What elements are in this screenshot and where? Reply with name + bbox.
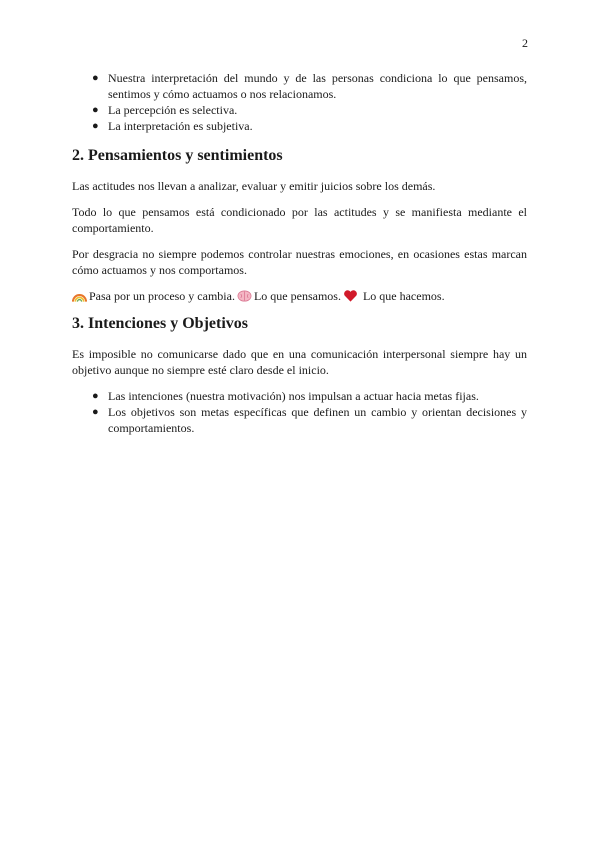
- section-3-paragraph: Es imposible no comunicarse dado que en una comunicación interpersonal siempre hay un objetivo aunque no siempre esté claro desde el inicio.: [72, 347, 527, 377]
- brain-icon: [237, 289, 252, 303]
- heart-icon: [343, 289, 358, 303]
- section-2-heading: 2. Pensamientos y sentimientos: [72, 147, 283, 164]
- list-item: ● La percepción es selectiva.: [92, 103, 238, 117]
- bullet-icon: ●: [92, 406, 99, 418]
- section-3-heading: 3. Intenciones y Objetivos: [72, 315, 248, 332]
- list-item: ● La interpretación es subjetiva.: [92, 119, 253, 133]
- list-item: ● Los objetivos son metas específicas que definen un cambio y orientan decisiones y comportamientos.: [92, 405, 527, 435]
- section-2-paragraph-3: Por desgracia no siempre podemos controlar nuestras emociones, en ocasiones estas marcan cómo actuamos y nos comportamos.: [72, 247, 527, 277]
- list-item: ● Las intenciones (nuestra motivación) nos impulsan a actuar hacia metas fijas.: [92, 389, 479, 403]
- section-2-paragraph-2: Todo lo que pensamos está condicionado por las actitudes y se manifiesta mediante el comportamiento.: [72, 205, 527, 235]
- bullet-icon: ●: [92, 104, 99, 116]
- rainbow-icon: [72, 289, 87, 303]
- document-body: [72, 70, 527, 436]
- section-3: [72, 314, 527, 436]
- emoji-line-text-3: Lo que hacemos.: [359, 289, 445, 303]
- section-2-paragraph-1: Las actitudes nos llevan a analizar, evaluar y emitir juicios sobre los demás.: [72, 179, 436, 193]
- emoji-line-text-2: Lo que pensamos.: [253, 289, 341, 303]
- bullet-icon: ●: [92, 72, 99, 84]
- emoji-line-text-1: Pasa por un proceso y cambia.: [89, 289, 235, 303]
- bullet-icon: ●: [92, 120, 99, 132]
- section-3-bullet-list: [72, 388, 527, 436]
- intro-bullet-list: [72, 70, 527, 134]
- bullet-icon: ●: [92, 390, 99, 402]
- list-item: ● Nuestra interpretación del mundo y de las personas condiciona lo que pensamos, sentimos y cómo actuamos o nos relacionamos.: [92, 71, 527, 101]
- page-number: 2: [522, 36, 528, 50]
- emoji-summary-line: [72, 288, 527, 304]
